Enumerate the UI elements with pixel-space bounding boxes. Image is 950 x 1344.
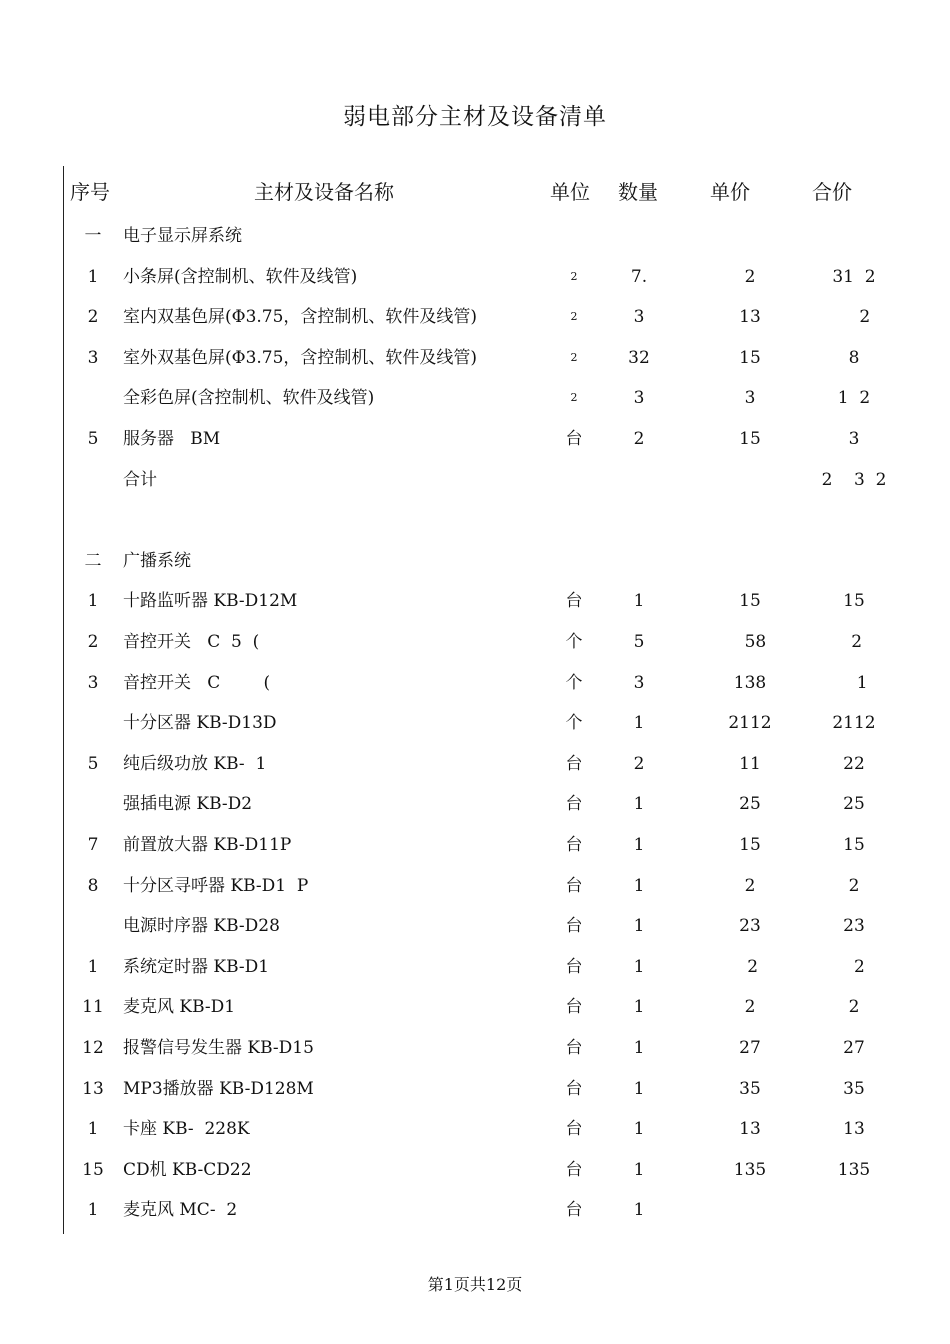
item-name: 强插电源 KB-D2 [123, 794, 253, 815]
item-unit-price: 35 [739, 1078, 761, 1099]
item-unit-price: 15 [739, 835, 761, 855]
item-unit-price: 58 [733, 632, 767, 652]
item-unit-price: 135 [733, 1159, 767, 1180]
item-name: 小条屏(含控制机、软件及线管) [123, 266, 358, 287]
table-row [0, 1069, 950, 1110]
item-name: 十分区器 KB-D13D [123, 713, 277, 734]
item-unit: 台 [565, 1159, 583, 1180]
item-name: 电源时序器 KB-D28 [123, 916, 280, 937]
header-name: 主材及设备名称 [254, 180, 394, 204]
item-total-price: 25 [843, 794, 865, 815]
page-footer: 第1页共12页 [427, 1275, 523, 1294]
item-name: 十分区寻呼器 KB-D1 P [123, 875, 309, 896]
table-row [0, 1190, 950, 1231]
row-number: 2 [87, 632, 99, 652]
header-unit: 单位 [550, 180, 590, 204]
table-row [0, 744, 950, 785]
table-row [0, 947, 950, 988]
item-quantity: 1 [633, 875, 645, 896]
item-name: 电子显示屏系统 [123, 226, 242, 246]
item-total-price: 31 2 [832, 266, 876, 287]
row-number: 11 [82, 997, 104, 1018]
item-total-price: 22 [843, 753, 865, 774]
table-row [0, 500, 950, 541]
item-quantity: 32 [628, 347, 650, 368]
item-unit-price: 2 [744, 266, 756, 287]
item-unit: 台 [565, 1038, 583, 1058]
table-row [0, 825, 950, 866]
item-total-price: 8 [848, 347, 860, 368]
row-number: 1 [87, 266, 99, 287]
item-total-price: 2 [837, 307, 871, 328]
item-quantity: 7. [630, 266, 648, 287]
row-number: 一 [84, 226, 102, 246]
item-name: 麦克风 MC- 2 [123, 1200, 238, 1221]
item-unit: 个 [565, 713, 583, 734]
item-total-price: 2 [845, 632, 863, 652]
item-unit-price: 2112 [728, 713, 772, 734]
row-number: 1 [87, 1119, 99, 1140]
item-unit-price: 15 [739, 591, 761, 612]
item-quantity: 1 [633, 1038, 645, 1058]
item-unit-price: 25 [739, 794, 761, 815]
item-name: 合计 [123, 469, 157, 490]
item-unit-price: 2 [741, 956, 759, 977]
item-unit-price: 11 [739, 753, 761, 774]
item-name: 卡座 KB- 228K [123, 1119, 250, 1140]
item-name: 全彩色屏(含控制机、软件及线管) [123, 388, 375, 409]
table-row [0, 703, 950, 744]
item-unit: 台 [565, 794, 583, 815]
row-number: 3 [87, 672, 99, 693]
item-unit-price: 13 [739, 307, 761, 328]
item-quantity: 3 [633, 307, 645, 328]
item-total-price: 3 [848, 429, 860, 449]
item-quantity: 1 [633, 713, 645, 734]
row-number: 1 [87, 956, 99, 977]
table-row [0, 257, 950, 298]
item-unit-price: 3 [744, 388, 756, 409]
item-name: 麦克风 KB-D1 [123, 997, 236, 1018]
row-number: 2 [87, 307, 99, 328]
table-row [0, 1109, 950, 1150]
item-unit: 台 [565, 956, 583, 977]
table-row [0, 866, 950, 907]
row-number: 3 [87, 347, 99, 368]
item-quantity: 2 [633, 429, 645, 449]
item-unit: 台 [565, 875, 583, 896]
table-row [0, 297, 950, 338]
item-total-price: 1 [840, 672, 868, 693]
item-total-price: 13 [843, 1119, 865, 1140]
item-total-price: 15 [843, 591, 865, 612]
item-total-price: 15 [843, 835, 865, 855]
row-number: 1 [87, 1200, 99, 1221]
item-quantity: 1 [633, 956, 645, 977]
item-unit-price: 15 [739, 347, 761, 368]
item-quantity: 1 [633, 1078, 645, 1099]
item-quantity: 1 [633, 794, 645, 815]
item-quantity: 1 [633, 591, 645, 612]
item-unit: 台 [565, 835, 583, 855]
item-unit: 台 [565, 429, 583, 449]
table-row [0, 419, 950, 460]
table-row [0, 622, 950, 663]
table-row [0, 663, 950, 704]
item-quantity: 1 [633, 1200, 645, 1221]
row-number: 13 [82, 1078, 104, 1099]
item-total-price: 2 3 2 [821, 469, 887, 490]
item-unit-price: 2 [744, 997, 756, 1018]
item-total-price: 2 [848, 875, 860, 896]
item-total-price: 2 [848, 997, 860, 1018]
document-title: 弱电部分主材及设备清单 [343, 104, 607, 130]
row-number: 12 [82, 1038, 104, 1058]
row-number: 5 [87, 753, 99, 774]
item-quantity: 2 [633, 753, 645, 774]
item-unit: 台 [565, 1119, 583, 1140]
table-row [0, 1028, 950, 1069]
table-header [0, 172, 950, 208]
item-unit-price: 138 [733, 672, 767, 693]
item-name: 报警信号发生器 KB-D15 [123, 1038, 314, 1058]
item-name: 广播系统 [123, 550, 191, 571]
header-total: 合价 [812, 180, 852, 204]
item-unit-price: 23 [739, 916, 761, 937]
row-number: 8 [87, 875, 99, 896]
row-number: 5 [87, 429, 99, 449]
item-unit: 台 [565, 997, 583, 1018]
item-name: CD机 KB-CD22 [123, 1159, 252, 1180]
item-total-price: 1 2 [837, 388, 871, 409]
table-row [0, 581, 950, 622]
item-name: 十路监听器 KB-D12M [123, 591, 298, 612]
item-unit: 台 [565, 591, 583, 612]
item-quantity: 1 [633, 835, 645, 855]
item-quantity: 3 [633, 672, 645, 693]
item-unit: 个 [565, 672, 583, 693]
item-unit: 2 [570, 391, 578, 405]
item-name: 纯后级功放 KB- 1 [123, 753, 267, 774]
table-row [0, 987, 950, 1028]
item-quantity: 1 [633, 997, 645, 1018]
item-quantity: 1 [633, 916, 645, 937]
item-quantity: 1 [633, 1159, 645, 1180]
item-unit: 台 [565, 1078, 583, 1099]
item-name: 音控开关 C ( [123, 672, 271, 693]
item-unit-price: 2 [744, 875, 756, 896]
item-name: 前置放大器 KB-D11P [123, 835, 292, 855]
item-unit-price: 15 [739, 429, 761, 449]
item-unit: 2 [570, 269, 578, 283]
item-total-price: 23 [843, 916, 865, 937]
item-name: 室内双基色屏(Φ3.75，含控制机、软件及线管) [123, 307, 478, 328]
item-unit: 2 [570, 310, 578, 324]
item-unit: 台 [565, 1200, 583, 1221]
item-unit-price: 27 [739, 1038, 761, 1058]
item-total-price: 35 [843, 1078, 865, 1099]
item-total-price: 135 [837, 1159, 871, 1180]
item-total-price: 2112 [832, 713, 876, 734]
item-total-price: 2 [843, 956, 865, 977]
table-row [0, 460, 950, 501]
row-number: 7 [87, 835, 99, 855]
header-no: 序号 [70, 180, 110, 204]
row-number: 二 [84, 550, 102, 571]
table-row [0, 784, 950, 825]
header-price: 单价 [710, 180, 750, 204]
table-row [0, 338, 950, 379]
item-name: 室外双基色屏(Φ3.75，含控制机、软件及线管) [123, 347, 478, 368]
item-total-price: 27 [843, 1038, 865, 1058]
item-quantity: 3 [633, 388, 645, 409]
table-row [0, 378, 950, 419]
table-row [0, 541, 950, 582]
item-unit: 2 [570, 350, 578, 364]
item-name: 服务器 BM [123, 429, 221, 449]
item-name: MP3播放器 KB-D128M [123, 1078, 314, 1099]
item-unit: 台 [565, 753, 583, 774]
item-unit: 个 [565, 632, 583, 652]
table-row [0, 216, 950, 257]
item-quantity: 5 [633, 632, 645, 652]
item-unit-price: 13 [739, 1119, 761, 1140]
table-row [0, 1150, 950, 1191]
item-unit: 台 [565, 916, 583, 937]
row-number: 15 [82, 1159, 104, 1180]
header-qty: 数量 [618, 180, 658, 204]
table-row [0, 906, 950, 947]
item-name: 系统定时器 KB-D1 [123, 956, 270, 977]
item-name: 音控开关 C 5 ( [123, 632, 260, 652]
row-number: 1 [87, 591, 99, 612]
item-quantity: 1 [633, 1119, 645, 1140]
